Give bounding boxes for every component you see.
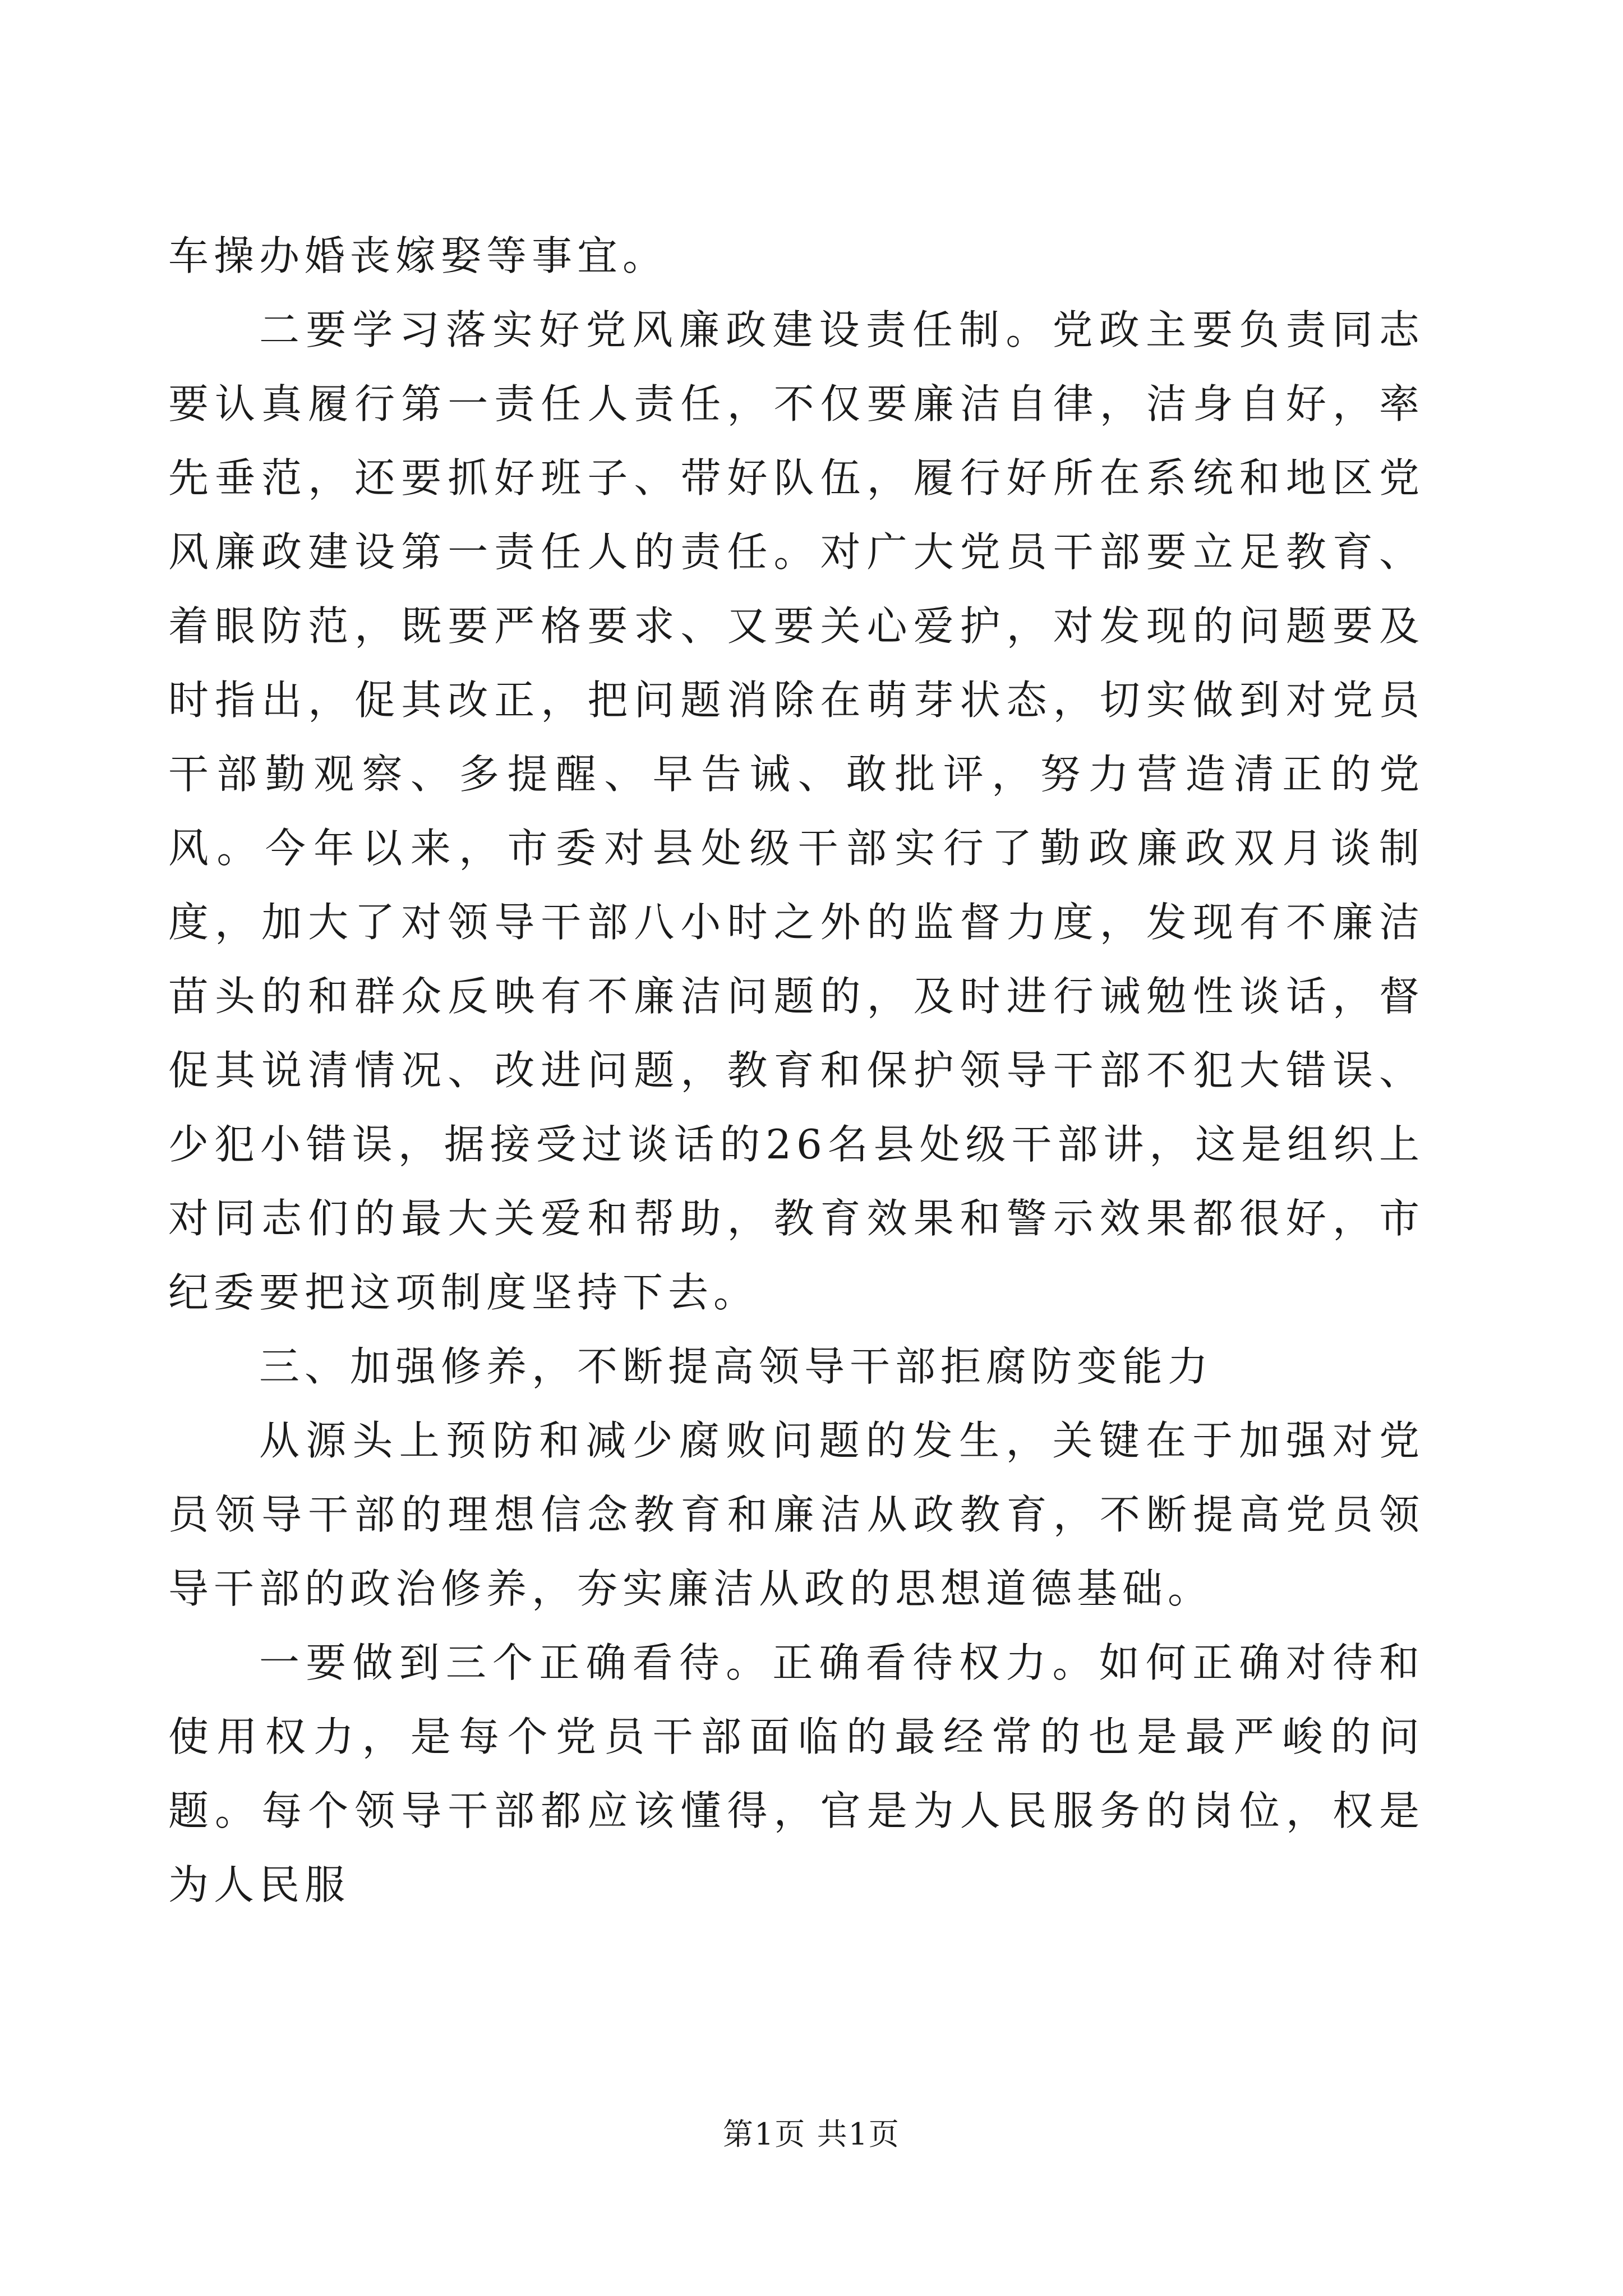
paragraph-three-correct-views: 一要做到三个正确看待。正确看待权力。如何正确对待和使用权力，是每个党员干部面临的最经常的也是最严峻的问题。每个领导干部都应该懂得，官是为人民服务的岗位，权是为人民服: [168, 1639, 1424, 1908]
document-body: [168, 219, 1424, 1922]
paragraph-responsibility-system: 二要学习落实好党风廉政建设责任制。党政主要负责同志要认真履行第一责任人责任，不仅要廉洁自律，洁身自好，率先垂范，还要抓好班子、带好队伍，履行好所在系统和地区党风廉政建设第一责任人的责任。对广大党员干部要立足教育、着眼防范，既要严格要求、又要关心爱护，对发现的问题要及时指出，促其改正，把问题消除在萌芽状态，切实做到对党员干部勤观察、多提醒、早告诫、敢批评，努力营造清正的党风。今年以来，市委对县处级干部实行了勤政廉政双月谈制度，加大了对领导干部八小时之外的监督力度，发现有不廉洁苗头的和群众反映有不廉洁问题的，及时进行诫勉性谈话，督促其说清情况、改进问题，教育和保护领导干部不犯大错误、少犯小错误，据接受过谈话的26名县处级干部讲，这是组织上对同志们的最大关爱和帮助，教育效果和警示效果都很好，市纪委要把这项制度坚持下去。: [168, 306, 1424, 1316]
paragraph-continuation: 车操办婚丧嫁娶等事宜。: [168, 232, 668, 279]
paragraph-prevention: 从源头上预防和减少腐败问题的发生，关键在于加强对党员领导干部的理想信念教育和廉洁从政教育，不断提高党员领导干部的政治修养，夯实廉洁从政的思想道德基础。: [168, 1417, 1424, 1612]
page-footer: 第1页 共1页: [723, 2116, 900, 2152]
section-heading: 三、加强修养，不断提高领导干部拒腐防变能力: [259, 1343, 1214, 1390]
